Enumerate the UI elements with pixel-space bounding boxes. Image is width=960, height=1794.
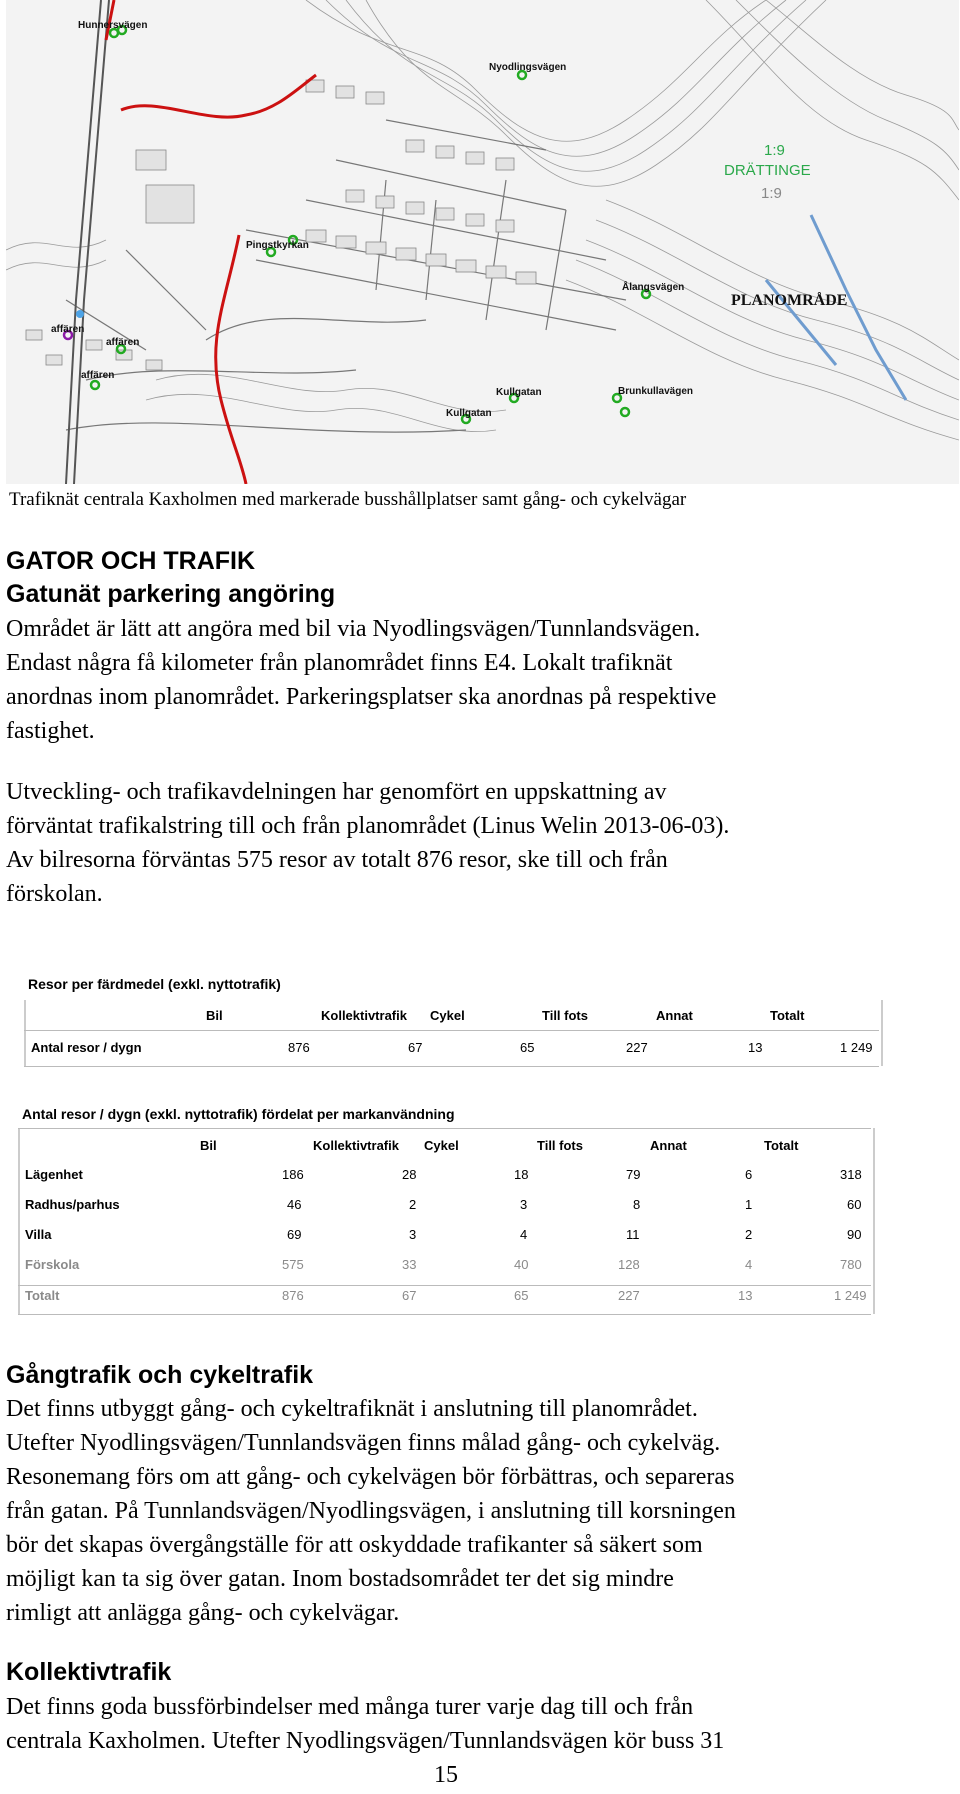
table2-divider [18, 1285, 871, 1286]
table2-cell: 46 [287, 1197, 302, 1212]
table2-title: Antal resor / dygn (exkl. nyttotrafik) fördelat per markanvändning [22, 1106, 455, 1122]
table1-divider [24, 1066, 879, 1067]
table2-cell: 69 [287, 1227, 302, 1242]
label-affaren-2: affären [106, 337, 140, 348]
table2-cell: 60 [847, 1197, 862, 1212]
table2-cell: 65 [514, 1288, 529, 1303]
table2-cell: 28 [402, 1167, 417, 1182]
text-line: centrala Kaxholmen. Utefter Nyodlingsvägen/Tunnlandsvägen kör buss 31 [6, 1728, 725, 1754]
text-line: Utveckling- och trafikavdelningen har genomfört en uppskattning av [6, 779, 667, 805]
table1-cell: 13 [748, 1040, 763, 1055]
table2-row-label: Lägenhet [25, 1167, 83, 1182]
table1-header: Annat [656, 1008, 693, 1023]
table2-divider [18, 1314, 871, 1315]
table2-cell: 6 [745, 1167, 753, 1182]
paragraph-gatunat [6, 612, 951, 748]
table1-title: Resor per färdmedel (exkl. nyttotrafik) [28, 976, 281, 992]
text-line: Av bilresorna förväntas 575 resor av totalt 876 resor, ske till och från [6, 847, 668, 873]
page-number: 15 [434, 1762, 458, 1788]
table2-cell: 227 [618, 1288, 640, 1303]
text-line: fastighet. [6, 718, 95, 744]
section-title-gangtrafik: Gångtrafik och cykeltrafik [6, 1361, 314, 1389]
text-line: Utefter Nyodlingsvägen/Tunnlandsvägen finns målad gång- och cykelväg. [6, 1430, 721, 1456]
label-affaren-1: affären [51, 324, 85, 335]
text-line: från gatan. På Tunnlandsvägen/Nyodlingsvägen, i anslutning till korsningen [6, 1498, 736, 1524]
table-resor-per-markanvandning [18, 1128, 875, 1314]
table2-cell: 876 [282, 1288, 304, 1303]
blue-marker [76, 310, 84, 318]
table1-row-label: Antal resor / dygn [31, 1040, 142, 1055]
paragraph-gangtrafik [6, 1392, 951, 1630]
text-line: möjligt kan ta sig över gatan. Inom bostadsområdet ter det sig mindre [6, 1566, 674, 1592]
section-title-gator: GATOR OCH TRAFIK [6, 547, 256, 575]
text-line: Det finns goda bussförbindelser med många turer varje dag till och från [6, 1694, 694, 1720]
table2-cell: 3 [520, 1197, 528, 1212]
text-line: förskolan. [6, 881, 103, 907]
text-line: förväntat trafikalstring till och från planområdet (Linus Welin 2013-06-03). [6, 813, 730, 839]
text-line: Resonemang förs om att gång- och cykelvägen bör förbättras, och separeras [6, 1464, 735, 1490]
table2-row-label: Villa [25, 1227, 52, 1242]
text-line: anordnas inom planområdet. Parkeringsplatser ska anordnas på respektive [6, 684, 717, 710]
table1-cell: 65 [520, 1040, 535, 1055]
text-line: bör det skapas övergångställe för att oskyddade trafikanter så säkert som [6, 1532, 703, 1558]
table2-header: Totalt [764, 1138, 799, 1153]
table2-row-label: Förskola [25, 1257, 80, 1272]
map-graphic [6, 0, 959, 484]
traffic-network-map [6, 0, 959, 484]
label-kullgatan-1: Kullgatan [496, 387, 542, 398]
label-brunkullavagen: Brunkullavägen [618, 386, 694, 397]
label-affaren-3: affären [81, 370, 115, 381]
table2-row-label: Totalt [25, 1288, 60, 1303]
label-alangsvagen: Ålangsvägen [622, 282, 685, 293]
paragraph-trafikalstring [6, 775, 951, 911]
table2-divider [18, 1128, 871, 1129]
table2-cell: 128 [618, 1257, 640, 1272]
table2-header: Kollektivtrafik [313, 1138, 399, 1153]
table2-cell: 13 [738, 1288, 753, 1303]
table2-header: Till fots [537, 1138, 583, 1153]
table1-header: Totalt [770, 1008, 805, 1023]
table2-header: Bil [200, 1138, 217, 1153]
label-planomrade: PLANOMRÅDE [731, 292, 848, 309]
table2-cell: 40 [514, 1257, 529, 1272]
table1-cell: 876 [288, 1040, 310, 1055]
paragraph-kollektivtrafik [6, 1690, 951, 1758]
map-caption: Trafiknät centrala Kaxholmen med markerade busshållplatser samt gång- och cykelvägar [9, 489, 687, 510]
table2-cell: 2 [409, 1197, 417, 1212]
text-line: Endast några få kilometer från planområdet finns E4. Lokalt trafiknät [6, 650, 673, 676]
table2-cell: 3 [409, 1227, 417, 1242]
table2-cell: 1 249 [834, 1288, 867, 1303]
table2-cell: 575 [282, 1257, 304, 1272]
table1-divider [24, 1030, 879, 1031]
table1-cell: 1 249 [840, 1040, 873, 1055]
table2-header: Cykel [424, 1138, 459, 1153]
label-nyodlingsvagen: Nyodlingsvägen [489, 62, 567, 73]
table1-header: Till fots [542, 1008, 588, 1023]
table2-cell: 186 [282, 1167, 304, 1182]
label-drattinge-num2: 1:9 [761, 185, 782, 202]
label-kullgatan-2: Kullgatan [446, 408, 492, 419]
table2-row-label: Radhus/parhus [25, 1197, 120, 1212]
subsection-title-gatunat: Gatunät parkering angöring [6, 580, 336, 608]
table2-cell: 4 [745, 1257, 753, 1272]
table2-cell: 79 [626, 1167, 641, 1182]
text-line: rimligt att anlägga gång- och cykelvägar. [6, 1600, 400, 1626]
table-resor-per-fardmedel [24, 1000, 883, 1066]
table2-cell: 318 [840, 1167, 862, 1182]
table2-cell: 1 [745, 1197, 753, 1212]
section-title-kollektivtrafik: Kollektivtrafik [6, 1658, 172, 1686]
table2-cell: 4 [520, 1227, 528, 1242]
label-drattinge: DRÄTTINGE [724, 162, 811, 179]
table1-cell: 227 [626, 1040, 648, 1055]
label-hunnersvagen: Hunnersvägen [78, 20, 148, 31]
label-drattinge-num1: 1:9 [764, 142, 785, 159]
table1-header: Cykel [430, 1008, 465, 1023]
table1-cell: 67 [408, 1040, 423, 1055]
table2-cell: 67 [402, 1288, 417, 1303]
table2-cell: 8 [633, 1197, 641, 1212]
table2-cell: 11 [626, 1227, 640, 1242]
table2-cell: 90 [847, 1227, 862, 1242]
text-line: Området är lätt att angöra med bil via Nyodlingsvägen/Tunnlandsvägen. [6, 616, 701, 642]
table2-cell: 33 [402, 1257, 417, 1272]
label-pingstkyrkan: Pingstkyrkan [246, 240, 309, 251]
table2-cell: 2 [745, 1227, 753, 1242]
table1-header: Bil [206, 1008, 223, 1023]
table1-header: Kollektivtrafik [321, 1008, 407, 1023]
table2-cell: 780 [840, 1257, 862, 1272]
table2-cell: 18 [514, 1167, 529, 1182]
text-line: Det finns utbyggt gång- och cykeltrafiknät i anslutning till planområdet. [6, 1396, 698, 1422]
table2-header: Annat [650, 1138, 687, 1153]
